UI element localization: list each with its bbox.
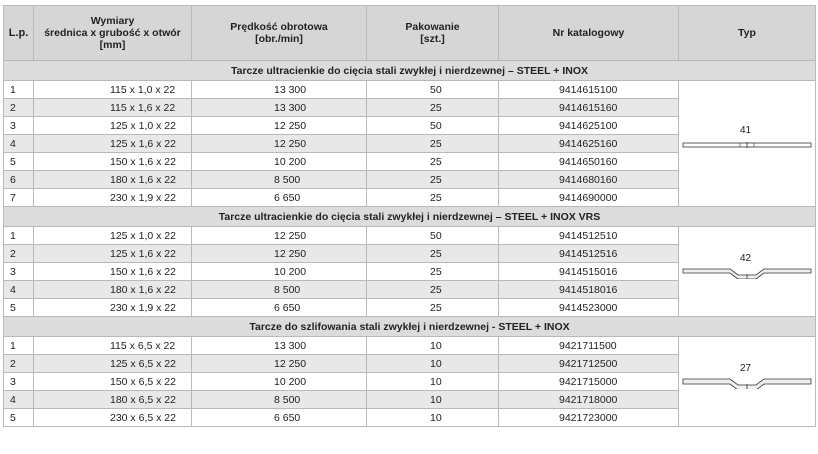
cell-dimensions: 115 x 1,0 x 22 xyxy=(34,81,192,99)
cell-lp: 5 xyxy=(4,409,34,427)
cell-lp: 1 xyxy=(4,337,34,355)
cell-speed: 6 650 xyxy=(192,189,367,207)
cell-speed: 13 300 xyxy=(192,337,367,355)
cell-dimensions: 180 x 1,6 x 22 xyxy=(34,281,192,299)
cell-dimensions: 125 x 6,5 x 22 xyxy=(34,355,192,373)
cell-packaging: 25 xyxy=(367,299,499,317)
cell-packaging: 25 xyxy=(367,99,499,117)
header-speed xyxy=(192,6,367,61)
header-dimensions-line1: Wymiary xyxy=(90,15,135,27)
cell-dimensions: 125 x 1,0 x 22 xyxy=(34,227,192,245)
cell-dimensions: 180 x 6,5 x 22 xyxy=(34,391,192,409)
section-header-row xyxy=(4,207,816,227)
cell-lp: 5 xyxy=(4,299,34,317)
table-body xyxy=(4,61,816,427)
header-packaging xyxy=(367,6,499,61)
cell-catalog-number: 9414512516 xyxy=(499,245,679,263)
header-speed-line2: [obr./min] xyxy=(255,33,303,45)
cell-catalog-number: 9414615100 xyxy=(499,81,679,99)
cell-packaging: 25 xyxy=(367,135,499,153)
cell-catalog-number: 9414690000 xyxy=(499,189,679,207)
header-packaging-line2: [szt.] xyxy=(420,33,445,45)
cell-type-drawing xyxy=(679,81,816,207)
cell-packaging: 25 xyxy=(367,153,499,171)
cell-dimensions: 125 x 1,0 x 22 xyxy=(34,117,192,135)
header-packaging-line1: Pakowanie xyxy=(405,21,460,33)
cell-packaging: 25 xyxy=(367,281,499,299)
cell-dimensions: 125 x 1,6 x 22 xyxy=(34,135,192,153)
cell-speed: 8 500 xyxy=(192,391,367,409)
table-row xyxy=(4,227,816,245)
cell-packaging: 50 xyxy=(367,117,499,135)
cell-lp: 1 xyxy=(4,81,34,99)
cell-packaging: 25 xyxy=(367,245,499,263)
section-header-row xyxy=(4,317,816,337)
header-dimensions-line2: średnica x grubość x otwór xyxy=(44,27,181,39)
cell-lp: 3 xyxy=(4,117,34,135)
cell-dimensions: 150 x 6,5 x 22 xyxy=(34,373,192,391)
header-dimensions xyxy=(34,6,192,61)
cell-packaging: 25 xyxy=(367,171,499,189)
cell-lp: 2 xyxy=(4,99,34,117)
type-drawing-wrap xyxy=(679,265,815,279)
cell-packaging: 10 xyxy=(367,409,499,427)
cell-catalog-number: 9414615160 xyxy=(499,99,679,117)
cell-catalog-number: 9421715000 xyxy=(499,373,679,391)
cell-packaging: 50 xyxy=(367,81,499,99)
cell-speed: 8 500 xyxy=(192,281,367,299)
cell-speed: 6 650 xyxy=(192,299,367,317)
cell-dimensions: 230 x 6,5 x 22 xyxy=(34,409,192,427)
cell-speed: 6 650 xyxy=(192,409,367,427)
cell-speed: 10 200 xyxy=(192,153,367,171)
section-title: Tarcze ultracienkie do cięcia stali zwykłej i nierdzewnej – STEEL + INOX VRS xyxy=(4,207,816,227)
cell-packaging: 10 xyxy=(367,373,499,391)
type-drawing-box xyxy=(679,252,815,279)
cell-speed: 8 500 xyxy=(192,171,367,189)
cell-speed: 12 250 xyxy=(192,135,367,153)
table-header xyxy=(4,6,816,61)
cell-packaging: 50 xyxy=(367,227,499,245)
cell-packaging: 25 xyxy=(367,263,499,281)
header-speed-line1: Prędkość obrotowa xyxy=(230,21,328,33)
cell-speed: 10 200 xyxy=(192,373,367,391)
cell-catalog-number: 9421718000 xyxy=(499,391,679,409)
table-row xyxy=(4,81,816,99)
type-drawing-wrap xyxy=(679,375,815,389)
disc-profile-drawing xyxy=(682,137,812,151)
type-drawing-box xyxy=(679,124,815,151)
cell-lp: 7 xyxy=(4,189,34,207)
cell-packaging: 25 xyxy=(367,189,499,207)
cell-packaging: 10 xyxy=(367,355,499,373)
cell-lp: 4 xyxy=(4,391,34,409)
header-type: Typ xyxy=(679,6,816,61)
cell-lp: 5 xyxy=(4,153,34,171)
cell-dimensions: 125 x 1,6 x 22 xyxy=(34,245,192,263)
cell-packaging: 10 xyxy=(367,337,499,355)
type-drawing-wrap xyxy=(679,137,815,151)
header-lp: L.p. xyxy=(4,6,34,61)
type-label: 41 xyxy=(740,124,752,136)
cell-lp: 4 xyxy=(4,135,34,153)
cell-speed: 12 250 xyxy=(192,117,367,135)
cell-catalog-number: 9414515016 xyxy=(499,263,679,281)
cell-catalog-number: 9414650160 xyxy=(499,153,679,171)
header-dimensions-line3: [mm] xyxy=(99,39,126,51)
disc-profile-drawing xyxy=(682,375,812,389)
cell-lp: 4 xyxy=(4,281,34,299)
cell-catalog-number: 9421712500 xyxy=(499,355,679,373)
type-label: 27 xyxy=(740,362,752,374)
cell-dimensions: 150 x 1,6 x 22 xyxy=(34,263,192,281)
cell-catalog-number: 9421723000 xyxy=(499,409,679,427)
cell-lp: 3 xyxy=(4,263,34,281)
cell-dimensions: 230 x 1,9 x 22 xyxy=(34,189,192,207)
cell-speed: 12 250 xyxy=(192,227,367,245)
cell-catalog-number: 9421711500 xyxy=(499,337,679,355)
cell-catalog-number: 9414512510 xyxy=(499,227,679,245)
cell-speed: 13 300 xyxy=(192,99,367,117)
type-drawing-box xyxy=(679,362,815,389)
cell-lp: 2 xyxy=(4,355,34,373)
cell-lp: 6 xyxy=(4,171,34,189)
product-table xyxy=(3,5,816,427)
cell-dimensions: 180 x 1,6 x 22 xyxy=(34,171,192,189)
cell-dimensions: 150 x 1,6 x 22 xyxy=(34,153,192,171)
table-row xyxy=(4,337,816,355)
cell-packaging: 10 xyxy=(367,391,499,409)
cell-lp: 2 xyxy=(4,245,34,263)
cell-catalog-number: 9414680160 xyxy=(499,171,679,189)
cell-catalog-number: 9414625100 xyxy=(499,117,679,135)
cell-speed: 12 250 xyxy=(192,355,367,373)
section-title: Tarcze do szlifowania stali zwykłej i nierdzewnej - STEEL + INOX xyxy=(4,317,816,337)
cell-dimensions: 230 x 1,9 x 22 xyxy=(34,299,192,317)
section-header-row xyxy=(4,61,816,81)
cell-type-drawing xyxy=(679,337,816,427)
section-title: Tarcze ultracienkie do cięcia stali zwykłej i nierdzewnej – STEEL + INOX xyxy=(4,61,816,81)
cell-speed: 10 200 xyxy=(192,263,367,281)
cell-catalog-number: 9414625160 xyxy=(499,135,679,153)
cell-dimensions: 115 x 6,5 x 22 xyxy=(34,337,192,355)
header-catalog-number: Nr katalogowy xyxy=(499,6,679,61)
cell-catalog-number: 9414518016 xyxy=(499,281,679,299)
disc-profile-drawing xyxy=(682,265,812,279)
cell-speed: 12 250 xyxy=(192,245,367,263)
cell-lp: 3 xyxy=(4,373,34,391)
cell-lp: 1 xyxy=(4,227,34,245)
cell-type-drawing xyxy=(679,227,816,317)
cell-catalog-number: 9414523000 xyxy=(499,299,679,317)
cell-dimensions: 115 x 1,6 x 22 xyxy=(34,99,192,117)
cell-speed: 13 300 xyxy=(192,81,367,99)
type-label: 42 xyxy=(740,252,752,264)
